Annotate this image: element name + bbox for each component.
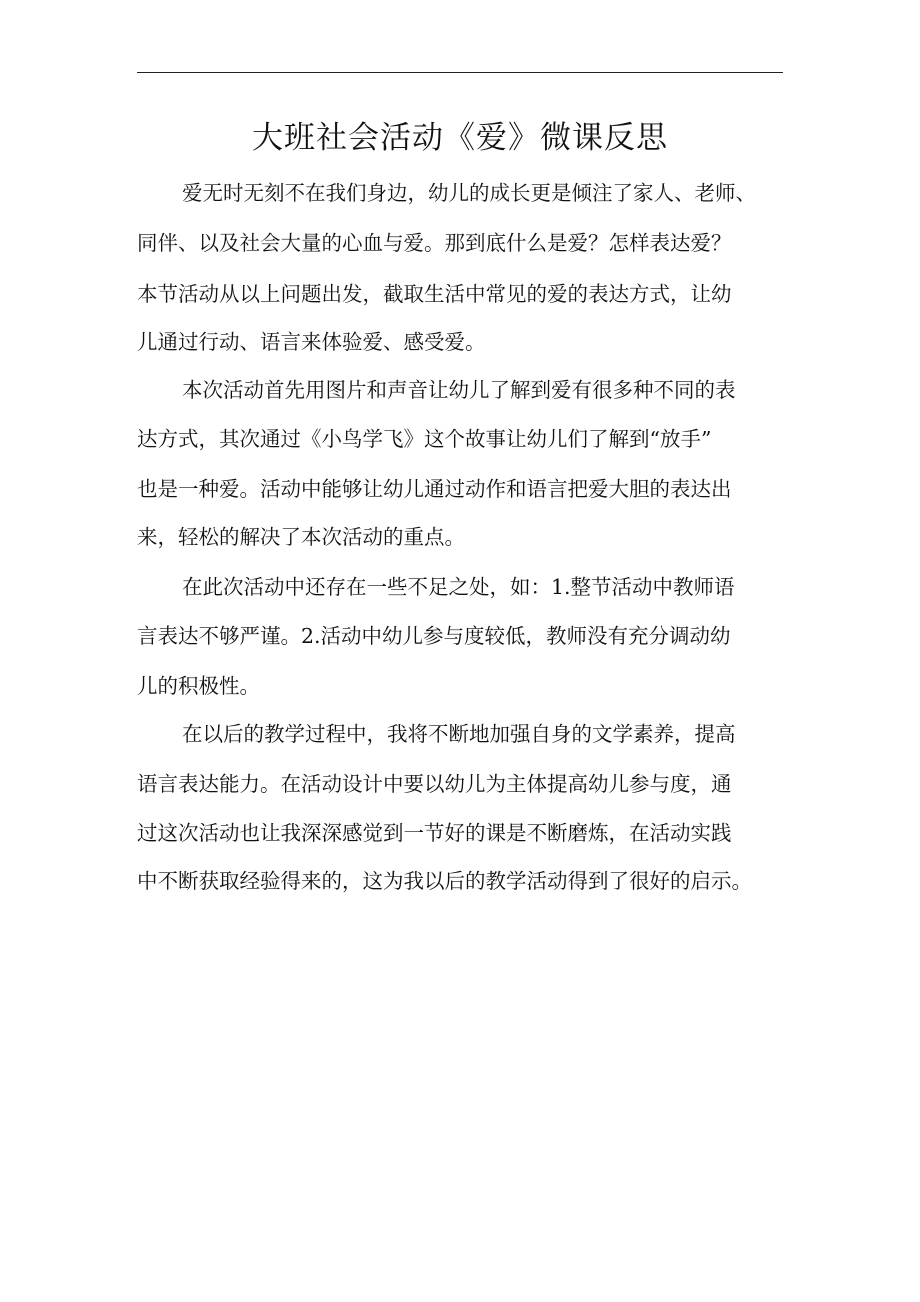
paragraph-line: 言表达不够严谨。2.活动中幼儿参与度较低，教师没有充分调动幼 bbox=[137, 624, 731, 648]
paragraph-line: 中不断获取经验得来的，这为我以后的教学活动得到了很好的启示。 bbox=[137, 869, 752, 893]
paragraph-line: 本节活动从以上问题出发，截取生活中常见的爱的表达方式，让幼 bbox=[137, 282, 732, 306]
document-title: 大班社会活动《爱》微课反思 bbox=[252, 120, 668, 156]
paragraph-line: 儿通过行动、语言来体验爱、感受爱。 bbox=[137, 330, 486, 354]
paragraph-line: 本次活动首先用图片和声音让幼儿了解到爱有很多种不同的表 bbox=[182, 378, 736, 402]
header-rule bbox=[137, 72, 783, 73]
paragraph-line: 也是一种爱。活动中能够让幼儿通过动作和语言把爱大胆的表达出 bbox=[137, 477, 732, 501]
paragraph-line: 在以后的教学过程中，我将不断地加强自身的文学素养，提高 bbox=[182, 722, 736, 746]
paragraph-line: 儿的积极性。 bbox=[137, 674, 260, 698]
paragraph-line: 过这次活动也让我深深感觉到一节好的课是不断磨炼，在活动实践 bbox=[137, 821, 732, 845]
paragraph-line: 语言表达能力。在活动设计中要以幼儿为主体提高幼儿参与度，通 bbox=[137, 772, 732, 796]
paragraph-line: 来，轻松的解决了本次活动的重点。 bbox=[137, 525, 465, 549]
paragraph-line: 同伴、以及社会大量的心血与爱。那到底什么是爱？怎样表达爱？ bbox=[137, 231, 732, 255]
paragraph-line: 在此次活动中还存在一些不足之处，如：1.整节活动中教师语 bbox=[182, 575, 735, 599]
paragraph-line: 爱无时无刻不在我们身边，幼儿的成长更是倾注了家人、老师、 bbox=[182, 181, 756, 205]
paragraph-line: 达方式，其次通过《小鸟学飞》这个故事让幼儿们了解到“放手” bbox=[137, 427, 712, 451]
